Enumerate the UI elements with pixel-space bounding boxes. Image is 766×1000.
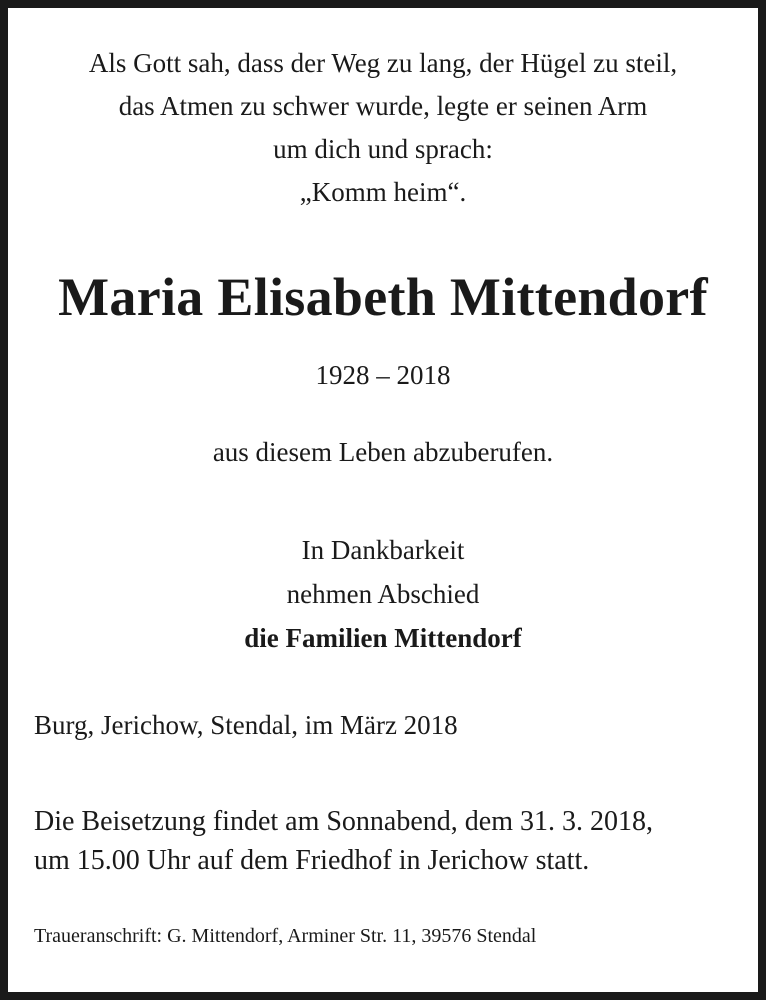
poem-line-2: das Atmen zu schwer wurde, legte er seinen Arm [118, 91, 648, 121]
life-years: 1928 – 2018 [315, 360, 451, 390]
funeral-line-1: Die Beisetzung findet am Sonnabend, dem 31. 3. 2018, [34, 806, 653, 837]
farewell-signers: die Familien Mittendorf [244, 623, 522, 653]
call-text: aus diesem Leben abzuberufen. [212, 437, 554, 467]
poem-line-1: Als Gott sah, dass der Weg zu lang, der Hügel zu steil, [88, 48, 678, 78]
place-date: Burg, Jerichow, Stendal, im März 2018 [34, 710, 458, 740]
farewell-line-1: In Dankbarkeit [301, 535, 465, 565]
mourning-address: Traueranschrift: G. Mittendorf, Arminer Str. 11, 39576 Stendal [34, 925, 537, 947]
poem-line-4: „Komm heim“. [299, 177, 467, 207]
funeral-line-2: um 15.00 Uhr auf dem Friedhof in Jerichow statt. [34, 845, 590, 876]
deceased-name: Maria Elisabeth Mittendorf [58, 267, 708, 327]
poem-line-3: um dich und sprach: [273, 134, 493, 164]
farewell-line-2: nehmen Abschied [286, 579, 480, 609]
